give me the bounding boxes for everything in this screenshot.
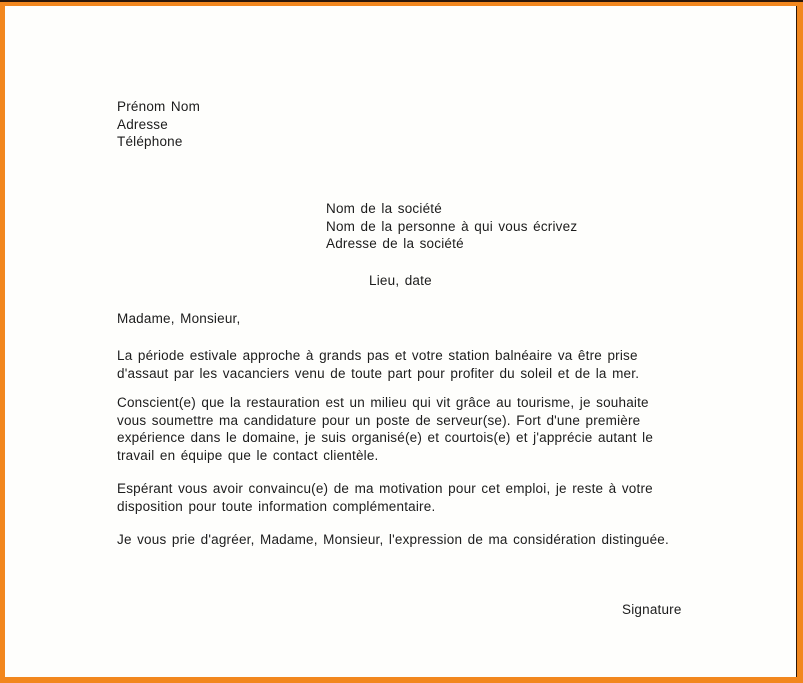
recipient-company-address: Adresse de la société: [326, 236, 464, 251]
top-border-line: [0, 0, 803, 2]
recipient-company: Nom de la société: [326, 201, 442, 216]
paragraph-line: travail en équipe que le contact clientèle.: [117, 447, 379, 463]
salutation: Madame, Monsieur,: [117, 311, 241, 326]
place-date: Lieu, date: [369, 273, 432, 288]
paragraph-line: Espérant vous avoir convaincu(e) de ma motivation pour cet emploi, je reste à votre: [117, 481, 653, 496]
sender-phone: Téléphone: [117, 134, 183, 149]
signature-label: Signature: [622, 602, 682, 617]
sender-name: Prénom Nom: [117, 99, 201, 114]
recipient-contact: Nom de la personne à qui vous écrivez: [326, 218, 578, 234]
paragraph-line: expérience dans le domaine, je suis organisé(e) et courtois(e) et j'apprécie autant le: [117, 430, 654, 445]
sender-address: Adresse: [117, 116, 168, 132]
paragraph-line: vous soumettre ma candidature pour un poste de serveur(se). Fort d'une première: [117, 412, 641, 428]
body-paragraph-2: [117, 394, 653, 464]
sender-block: [117, 98, 200, 151]
paragraph-line: d'assaut par les vacanciers venu de toute part pour profiter du soleil et de la mer.: [117, 365, 640, 381]
closing-formula: Je vous prie d'agréer, Madame, Monsieur, l'expression de ma considération distinguée.: [117, 532, 669, 547]
paragraph-line: La période estivale approche à grands pas et votre station balnéaire va être prise: [117, 348, 638, 363]
body-paragraph-1: [117, 347, 639, 382]
paragraph-line: disposition pour toute information complémentaire.: [117, 498, 436, 514]
body-paragraph-3: [117, 480, 653, 515]
paragraph-line: Conscient(e) que la restauration est un milieu qui vit grâce au tourisme, je souhaite: [117, 395, 649, 410]
recipient-block: [326, 200, 577, 253]
